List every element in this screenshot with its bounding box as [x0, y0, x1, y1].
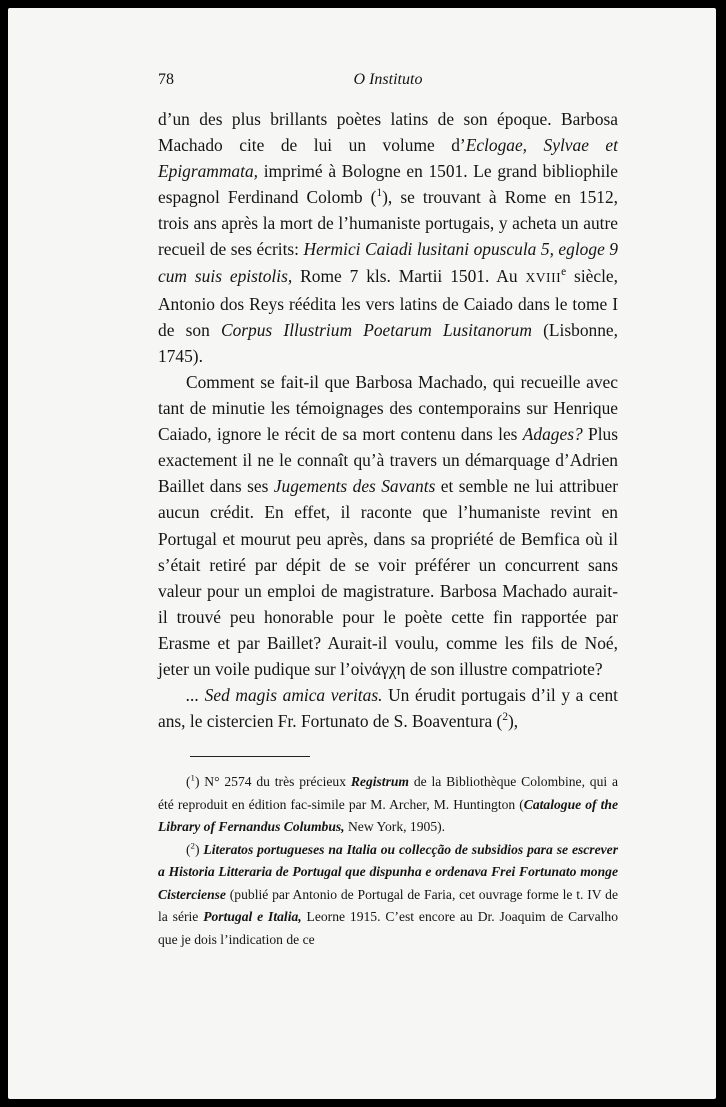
page-number: 78 [158, 71, 174, 88]
paragraph-3 [158, 682, 618, 734]
p2-text: Comment se fait-il que Barbosa Machado, qui recueille avec tant de minutie les témoignages des contemporains sur Henrique Caiado, ignore le récit de sa mort contenu dans les [158, 371, 618, 445]
p2-title-jugements: Jugements des Savants [273, 476, 436, 497]
body-text [158, 106, 618, 734]
p3-text: Un érudit portugais d’il y a cent ans, le cistercien Fr. Fortunato de S. Boaventura ( [158, 685, 618, 732]
p1-text: imprimé à Bologne en 1501. Le grand bibliophile espagnol Ferdinand Colomb ( [158, 161, 618, 208]
p3-latin-quote: ... Sed magis amica veritas. [186, 685, 383, 706]
p1-text: Rome 7 kls. Martii 1501. Au [292, 265, 526, 286]
running-head [158, 68, 618, 92]
fn1-text: de la Bibliothèque Colombine, qui a été reproduit en édition fac-simile par M. Archer, M. Huntington ( [158, 774, 618, 812]
fn2-title-portugal-italia: Portugal e Italia, [203, 909, 302, 925]
footnote-ref-1: 1 [376, 187, 383, 200]
fn1-text: ) N° 2574 du très précieux [194, 774, 351, 790]
journal-title: O Instituto [353, 71, 423, 88]
fn2-text: (publié par Antonio de Portugal de Faria, cet ouvrage forme le t. IV de la série [158, 886, 618, 925]
century-suffix: e [561, 265, 567, 278]
p1-title-corpus: Corpus Illustrium Poetarum Lusitanorum [220, 319, 532, 340]
fn2-text: ) [194, 841, 204, 857]
p1-title-opuscula: Hermici Caiadi lusitani opuscula 5, egloge 9 cum suis epistolis, [158, 239, 618, 286]
fn1-title-catalogue: Catalogue of the Library of Fernandus Columbus, [158, 796, 618, 835]
footnote-rule [190, 756, 310, 757]
p1-text: ), se trouvant à Rome en 1512, trois ans après la mort de l’humaniste portugais, y acheta un autre recueil de ses écrits: [158, 187, 618, 260]
fn2-text: Leorne 1915. C’est encore au Dr. Joaquim de Carvalho que je dois l’indication de ce [158, 909, 618, 947]
century-numeral: XVIII [525, 269, 562, 285]
page-sheet [8, 8, 716, 1099]
fn2-title-literatos: Literatos portugueses na Italia ou collecção de subsidios para se escrever a Historia Litteraria de Portugal que dispunha e ordenava Frei Fortunato monge Cisterciense [158, 841, 618, 902]
footnote-1 [158, 771, 618, 839]
p1-text: (Lisbonne, 1745). [158, 319, 618, 366]
fn2-paren: ( [186, 841, 191, 857]
fn1-text: New York, 1905). [344, 819, 446, 835]
p1-title-eclogae: Eclogae, Sylvae et Epigrammata, [158, 135, 618, 182]
paragraph-2 [158, 369, 618, 682]
fn1-number: 1 [190, 772, 195, 783]
footnotes [158, 771, 618, 951]
page-content [158, 68, 618, 951]
p3-text: ), [508, 711, 519, 732]
fn2-number: 2 [190, 840, 195, 851]
p2-text: Plus exactement il ne le connaît qu’à travers un démarquage d’Adrien Baillet dans ses [158, 424, 618, 497]
p2-text: et semble ne lui attribuer aucun crédit. En effet, il raconte que l’humaniste revint en Portugal et mourut peu après, dans sa propriété de Bemfica où il s’était retiré par dépit de se voir préférer un concurrent sans valeur pour un emploi de magistrature. Barbosa Machado aurait-il trouvé peu honorable pour le poète cette fin rapportée par Erasme et par Baillet? Aurait-il voulu, comme les fils de Noé, jeter un voile pudique sur l’οἰνάγχη de son illustre compatriote? [158, 476, 618, 679]
footnote-2 [158, 839, 618, 952]
p2-title-adages: Adages? [522, 424, 583, 445]
fn1-title-registrum: Registrum [350, 774, 410, 790]
p1-text: d’un des plus brillants poètes latins de son époque. Barbosa Machado cite de lui un volume d’ [158, 109, 618, 156]
p1-text: siècle, Antonio dos Reys réédita les vers latins de Caiado dans le tome I de son [158, 265, 618, 340]
fn1-paren: ( [186, 774, 191, 790]
footnote-ref-2: 2 [502, 711, 509, 724]
paragraph-1 [158, 106, 618, 369]
